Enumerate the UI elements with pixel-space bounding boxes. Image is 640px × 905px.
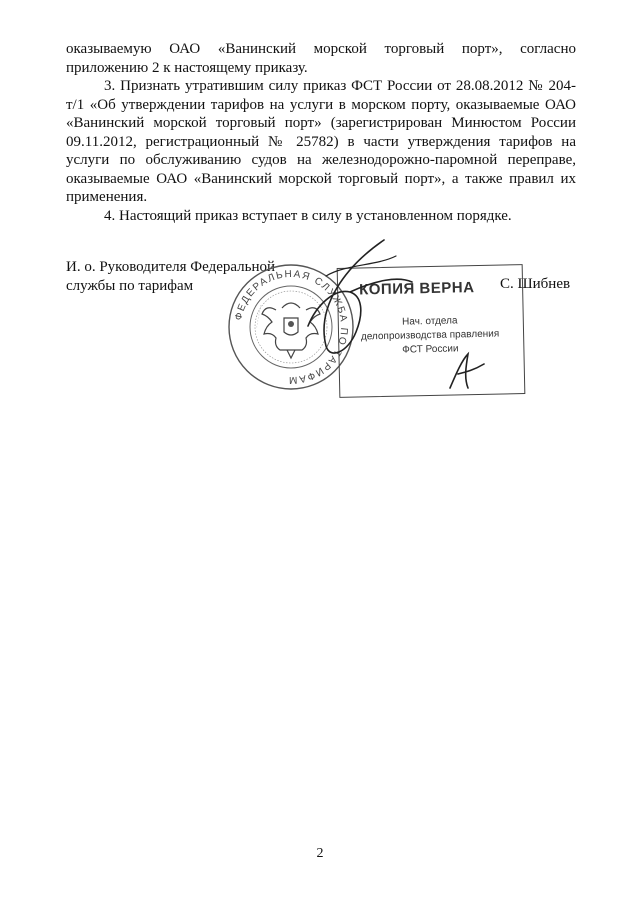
signature-position-line1: И. о. Руководителя Федеральной <box>66 259 276 275</box>
paragraph-item-4: 4. Настоящий приказ вступает в силу в установленном порядке. <box>104 207 512 224</box>
signature-position-line2: службы по тарифам <box>66 278 194 294</box>
svg-text:ФЕДЕРАЛЬНАЯ СЛУЖБА ПО ТАРИФАМ: ФЕДЕРАЛЬНАЯ СЛУЖБА ПО ТАРИФАМ <box>233 268 350 386</box>
signer-name: С. Шибнев <box>500 276 571 292</box>
handwritten-signature-icon <box>286 236 416 366</box>
stamp-line1: Нач. отдела <box>401 315 458 328</box>
stamp-line3: ФСТ России <box>402 343 459 356</box>
body-text <box>66 40 576 225</box>
stamp-line2: делопроизводства правления <box>360 328 500 343</box>
svg-text:· · · · · · · ·: · · · · · · · · <box>254 304 264 329</box>
paragraph-item-3: 3. Признать утратившим силу приказ ФСТ России от 28.08.2012 № 204-т/1 «Об утверждении тарифов на услуги в морском порту, оказываемые ОАО «Ванинский морской торговый порт» (зарегистрирован Минюстом России 09.11.2012, регистрационный № 25782) в части утверждения тарифов на услуги по обслуживанию судов на железнодорожно-паромной переправе, оказываемые ОАО «Ванинский морской торговый порт», а также правил их применения. <box>66 78 576 205</box>
stamp-initials-signature-icon <box>444 350 488 394</box>
paragraph-continuation: оказываемую ОАО «Ванинский морской торговый порт», согласно приложению 2 к настоящему приказу. <box>66 41 576 76</box>
stamp-title: КОПИЯ ВЕРНА <box>358 279 475 299</box>
page-number: 2 <box>316 846 324 861</box>
